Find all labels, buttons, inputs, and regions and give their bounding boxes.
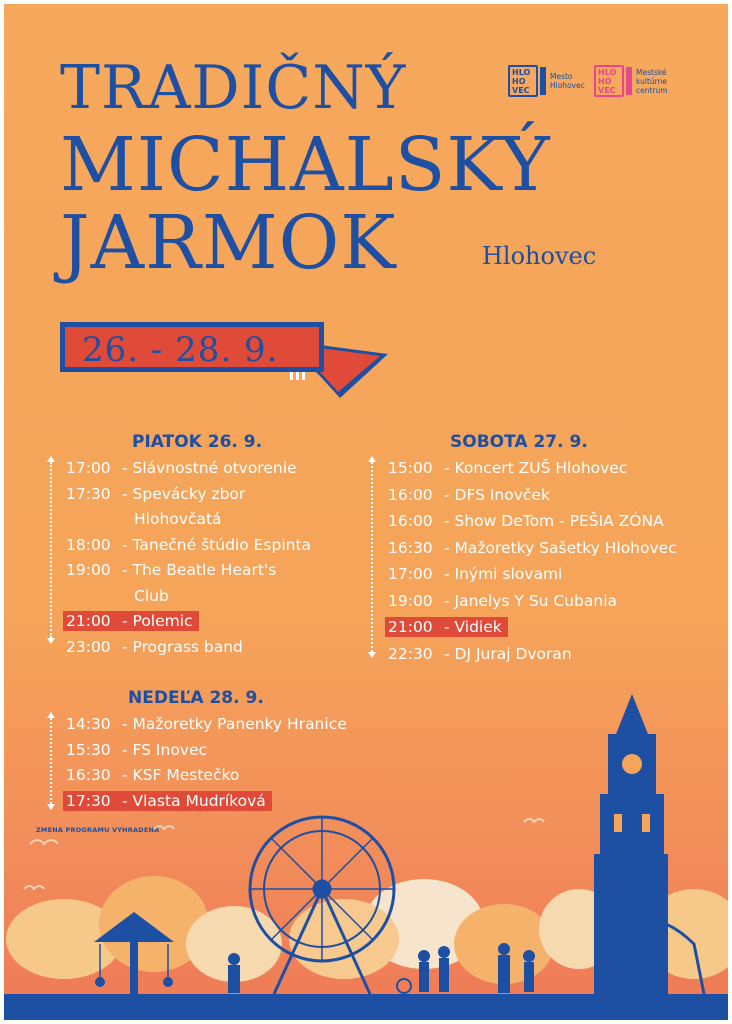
schedule-act: - Tanečné štúdio Espinta xyxy=(122,535,312,554)
schedule-act: - FS Inovec xyxy=(122,740,208,759)
timeline-line xyxy=(371,462,373,652)
day-heading-friday: PIATOK 26. 9. xyxy=(132,432,263,452)
schedule-act: - The Beatle Heart's xyxy=(122,561,277,579)
schedule-row xyxy=(388,511,664,531)
schedule-act: - Polemic xyxy=(122,612,193,630)
logo-mesto-mark xyxy=(508,65,538,97)
logo-mesto-label-line: Mesto xyxy=(550,72,573,81)
logo-mkc-bar xyxy=(626,67,632,95)
schedule-act: - KSF Mestečko xyxy=(122,766,240,784)
schedule-act: - Mažoretky Sašetky Hlohovec xyxy=(444,538,677,557)
ribbon-stripe xyxy=(296,372,299,380)
schedule-time: 19:00 xyxy=(66,561,111,579)
schedule-act: - DJ Juraj Dvoran xyxy=(444,644,572,663)
fairground-illustration xyxy=(4,694,728,1020)
schedule-act: - Show DeTom - PEŠIA ZÓNA xyxy=(444,512,664,530)
logo-mkc-label-line: centrum xyxy=(636,85,668,95)
schedule-row xyxy=(66,458,297,478)
schedule-row xyxy=(388,564,562,584)
schedule-row xyxy=(385,617,508,637)
logo-mesto-label-line: Hlohovec xyxy=(550,81,585,90)
logo-mkc-label-line: Mestské xyxy=(636,67,667,77)
schedule-row xyxy=(388,644,572,664)
schedule-row xyxy=(63,611,199,631)
schedule-time: 16:30 xyxy=(66,766,111,784)
logo-mkc-mark-line: HO xyxy=(598,76,612,86)
logo-mesto-bar xyxy=(540,67,546,95)
logo-mesto-mark-line: VEC xyxy=(512,85,530,95)
schedule-row xyxy=(388,458,627,478)
schedule-act: - Vlasta Mudríková xyxy=(122,791,266,810)
ground xyxy=(4,994,728,1020)
schedule-time: 21:00 xyxy=(388,618,433,636)
schedule-act: - Koncert ZUŠ Hlohovec xyxy=(444,459,628,477)
logo-mkc-label xyxy=(636,68,668,95)
schedule-row xyxy=(66,535,311,555)
program-change-note: ZMENA PROGRAMU VYHRADENÁ xyxy=(36,826,160,834)
logo-mkc-label-line: kultúrne xyxy=(636,76,667,86)
city-name: Hlohovec xyxy=(482,242,597,270)
title-line-2: MICHALSKÝ xyxy=(60,122,551,208)
title-line-3: JARMOK xyxy=(60,200,397,286)
logo-mkc-mark xyxy=(594,65,624,97)
schedule-act: - Janelys Y Su Cubania xyxy=(444,591,618,610)
schedule-act: - Mažoretky Panenky Hranice xyxy=(122,715,347,733)
schedule-time: 18:00 xyxy=(66,535,111,554)
tower-icon xyxy=(594,694,668,1004)
schedule-time: 17:30 xyxy=(66,484,111,503)
schedule-row xyxy=(66,586,169,606)
schedule-act: - DFS Inovček xyxy=(444,485,550,504)
event-dates: 26. - 28. 9. xyxy=(82,330,279,370)
ribbon-stripe xyxy=(302,372,305,380)
timeline-arrow-down-icon xyxy=(368,652,376,658)
day-heading-saturday: SOBOTA 27. 9. xyxy=(450,432,588,452)
schedule-time: 16:30 xyxy=(388,538,433,557)
schedule-time: 22:30 xyxy=(388,644,433,663)
logo-mkc-mark-line: VEC xyxy=(598,85,616,95)
logo-mkc-mark-line: HLO xyxy=(598,67,617,77)
schedule-row xyxy=(66,509,222,529)
schedule-row xyxy=(388,591,617,611)
schedule-time: 23:00 xyxy=(66,637,111,656)
schedule-act: - Spevácky zbor xyxy=(122,484,246,503)
schedule-row xyxy=(66,484,245,504)
logo-mesto-label xyxy=(550,72,585,90)
schedule-time: 15:30 xyxy=(66,740,111,759)
schedule-act: - Prograss band xyxy=(122,637,243,656)
title-line-1: TRADIČNÝ xyxy=(60,53,407,123)
schedule-time: 19:00 xyxy=(388,591,433,610)
schedule-row xyxy=(66,637,243,657)
schedule-time: 15:00 xyxy=(388,459,433,477)
schedule-act: - Slávnostné otvorenie xyxy=(122,459,297,477)
schedule-time: 14:30 xyxy=(66,715,111,733)
schedule-time: 17:00 xyxy=(66,459,111,477)
poster xyxy=(4,4,728,1020)
timeline-line xyxy=(50,462,52,638)
schedule-row xyxy=(66,560,276,580)
schedule-time: 16:00 xyxy=(388,512,433,530)
logo-mesto-hlohovec xyxy=(508,64,585,98)
schedule-act: - Inými slovami xyxy=(444,565,563,583)
logo-mesto-mark-line: HLO xyxy=(512,67,531,77)
schedule-time: 17:00 xyxy=(388,565,433,583)
day-heading-sunday: NEDEĽA 28. 9. xyxy=(128,688,264,708)
schedule-row xyxy=(388,485,550,505)
schedule-act: - Vidiek xyxy=(444,618,502,636)
schedule-time: 17:30 xyxy=(66,791,111,810)
schedule-act: Hlohovčatá xyxy=(134,510,222,528)
ribbon-stripe xyxy=(290,372,293,380)
schedule-time: 16:00 xyxy=(388,485,433,504)
schedule-time: 21:00 xyxy=(66,612,111,630)
logo-mkc xyxy=(594,64,668,98)
schedule-row xyxy=(388,538,677,558)
schedule-act: Club xyxy=(134,586,169,605)
timeline-arrow-down-icon xyxy=(47,638,55,644)
logo-mesto-mark-line: HO xyxy=(512,76,526,86)
